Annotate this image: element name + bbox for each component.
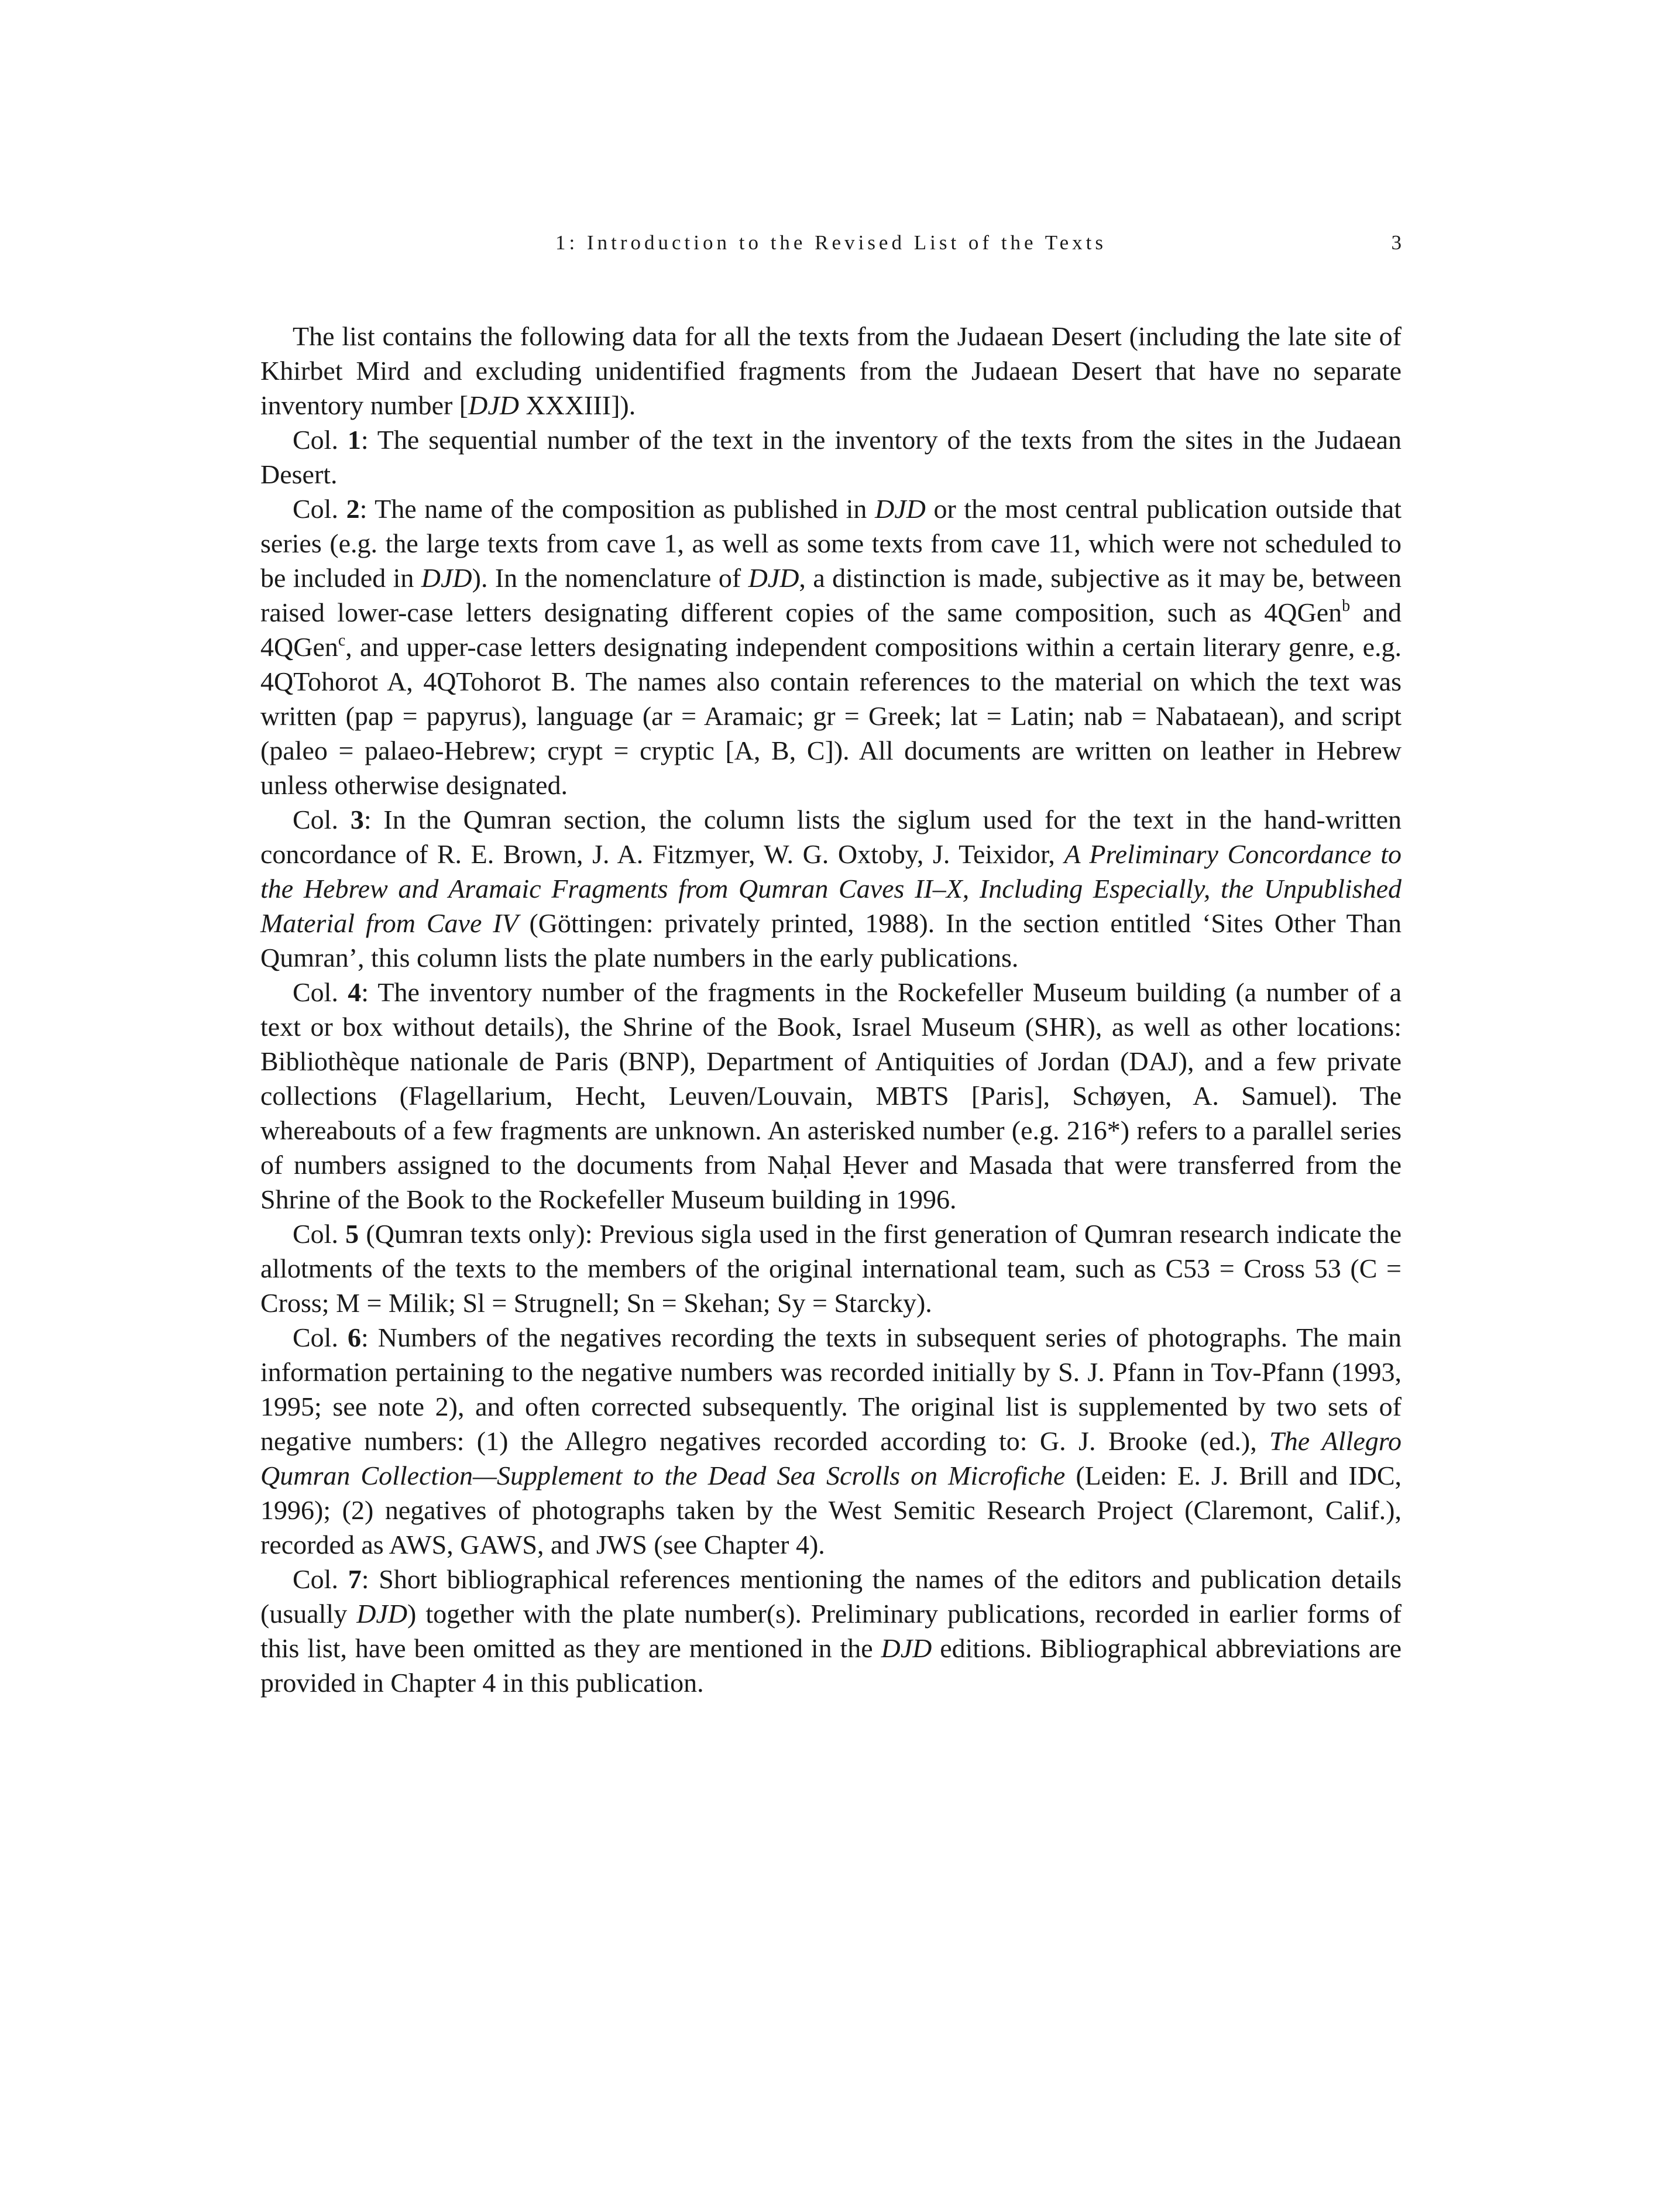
text-run: (Göttingen: privately printed, 1988). In the section entitled ‘Sites Other Than Qumran’, this column lists the plate numbers in the early publications.: [260, 908, 1402, 973]
italic-run: DJD: [356, 1599, 408, 1629]
text-run: : In the Qumran section, the column lists the siglum used for the text in the hand-written concordance of R. E. Brown, J. A. Fitzmyer, W. G. Oxtoby, J. Teixidor,: [260, 805, 1402, 869]
text-run: , a distinction is made, subjective as it may be, between raised lower-case letters designating different copies of the same composition, such as 4QGen: [260, 563, 1402, 627]
italic-run: DJD: [421, 563, 472, 593]
col-number: 6: [347, 1323, 361, 1352]
col-2-paragraph: [260, 492, 1402, 802]
text-run: editions. Bibliographical abbreviations are provided in Chapter 4 in this publication.: [260, 1633, 1402, 1698]
italic-run: A Preliminary Concordance to the Hebrew and Aramaic Fragments from Qumran Caves II–X, Including Especially, the Unpublished Material from Cave IV: [260, 839, 1402, 938]
col-4-paragraph: [260, 975, 1402, 1217]
col-number: 7: [348, 1564, 362, 1594]
text-run: , and upper-case letters designating independent compositions within a certain literary genre, e.g. 4QTohorot A, 4QTohorot B. The names also contain references to the material on which the text was written (pap = papyrus), language (ar = Aramaic; gr = Greek; lat = Latin; nab = Nabataean), and script (paleo = palaeo-Hebrew; crypt = cryptic [A, B, C]). All documents are written on leather in Hebrew unless otherwise designated.: [260, 632, 1402, 800]
col-1-paragraph: [260, 423, 1402, 492]
italic-run: DJD: [468, 390, 519, 420]
col-label: Col.: [293, 977, 348, 1007]
col-number: 2: [346, 494, 360, 524]
intro-paragraph: [260, 319, 1402, 423]
col-5-paragraph: [260, 1217, 1402, 1320]
italic-run: DJD: [875, 494, 926, 524]
col-number: 3: [350, 805, 364, 834]
text-run: and 4QGen: [260, 597, 1402, 662]
col-label: Col.: [293, 494, 346, 524]
col-7-paragraph: [260, 1562, 1402, 1700]
col-6-paragraph: [260, 1320, 1402, 1562]
col-number: 4: [348, 977, 362, 1007]
col-label: Col.: [293, 1564, 348, 1594]
text-run: : The inventory number of the fragments in the Rockefeller Museum building (a number of a text or box without details), the Shrine of the Book, Israel Museum (SHR), as well as other locations: Bibliothèque nationale de Paris (BNP), Department of Antiquities of Jordan (DAJ), and a few private collections (Flagellarium, Hecht, Leuven/Louvain, MBTS [Paris], Schøyen, A. Samuel). The whereabouts of a few fragments are unknown. An asterisked number (e.g. 216*) refers to a parallel series of numbers assigned to the documents from Naḥal Ḥever and Masada that were transferred from the Shrine of the Book to the Rockefeller Museum building in 1996.: [260, 977, 1402, 1214]
italic-run: DJD: [748, 563, 799, 593]
running-head: [260, 231, 1402, 266]
text-run: XXXIII]).: [519, 390, 636, 420]
text-run: ). In the nomenclature of: [472, 563, 748, 593]
col-label: Col.: [293, 425, 348, 455]
text-run: (Qumran texts only): Previous sigla used in the first generation of Qumran research indicate the allotments of the texts to the members of the original international team, such as C53 = Cross 53 (C = Cross; M = Milik; Sl = Strugnell; Sn = Skehan; Sy = Starcky).: [260, 1219, 1402, 1318]
col-label: Col.: [293, 1219, 346, 1249]
superscript: b: [1342, 597, 1351, 615]
text-run: : The name of the composition as published in: [359, 494, 875, 524]
text-run: : Numbers of the negatives recording the texts in subsequent series of photographs. The main information pertaining to the negative numbers was recorded initially by S. J. Pfann in Tov-Pfann (1993, 1995; see note 2), and often corrected subsequently. The original list is supplemented by two sets of negative numbers: (1) the Allegro negatives recorded according to: G. J. Brooke (ed.),: [260, 1323, 1402, 1456]
text-run: The list contains the following data for all the texts from the Judaean Desert (including the late site of Khirbet Mird and excluding unidentified fragments from the Judaean Desert that have no separate inventory number [: [260, 321, 1402, 420]
col-label: Col.: [293, 805, 351, 834]
text-run: : Short bibliographical references mentioning the names of the editors and publication details (usually: [260, 1564, 1402, 1629]
col-number: 1: [347, 425, 361, 455]
text-run: or the most central publication outside that series (e.g. the large texts from cave 1, as well as some texts from cave 11, which were not scheduled to be included in: [260, 494, 1402, 593]
body-text: [260, 319, 1402, 1700]
col-number: 5: [345, 1219, 359, 1249]
italic-run: DJD: [881, 1633, 932, 1663]
superscript: c: [338, 631, 346, 650]
col-label: Col.: [293, 1323, 348, 1352]
text-run: ) together with the plate number(s). Preliminary publications, recorded in earlier forms of this list, have been omitted as they are mentioned in the: [260, 1599, 1402, 1663]
running-title: 1: Introduction to the Revised List of the Texts: [555, 231, 1107, 254]
text-run: : The sequential number of the text in the inventory of the texts from the sites in the Judaean Desert.: [260, 425, 1402, 489]
col-3-paragraph: [260, 802, 1402, 975]
page-number: 3: [1391, 231, 1402, 254]
text-run: (Leiden: E. J. Brill and IDC, 1996); (2) negatives of photographs taken by the West Semitic Research Project (Claremont, Calif.), recorded as AWS, GAWS, and JWS (see Chapter 4).: [260, 1461, 1402, 1560]
italic-run: The Allegro Qumran Collection—Supplement to the Dead Sea Scrolls on Microfiche: [260, 1426, 1402, 1490]
